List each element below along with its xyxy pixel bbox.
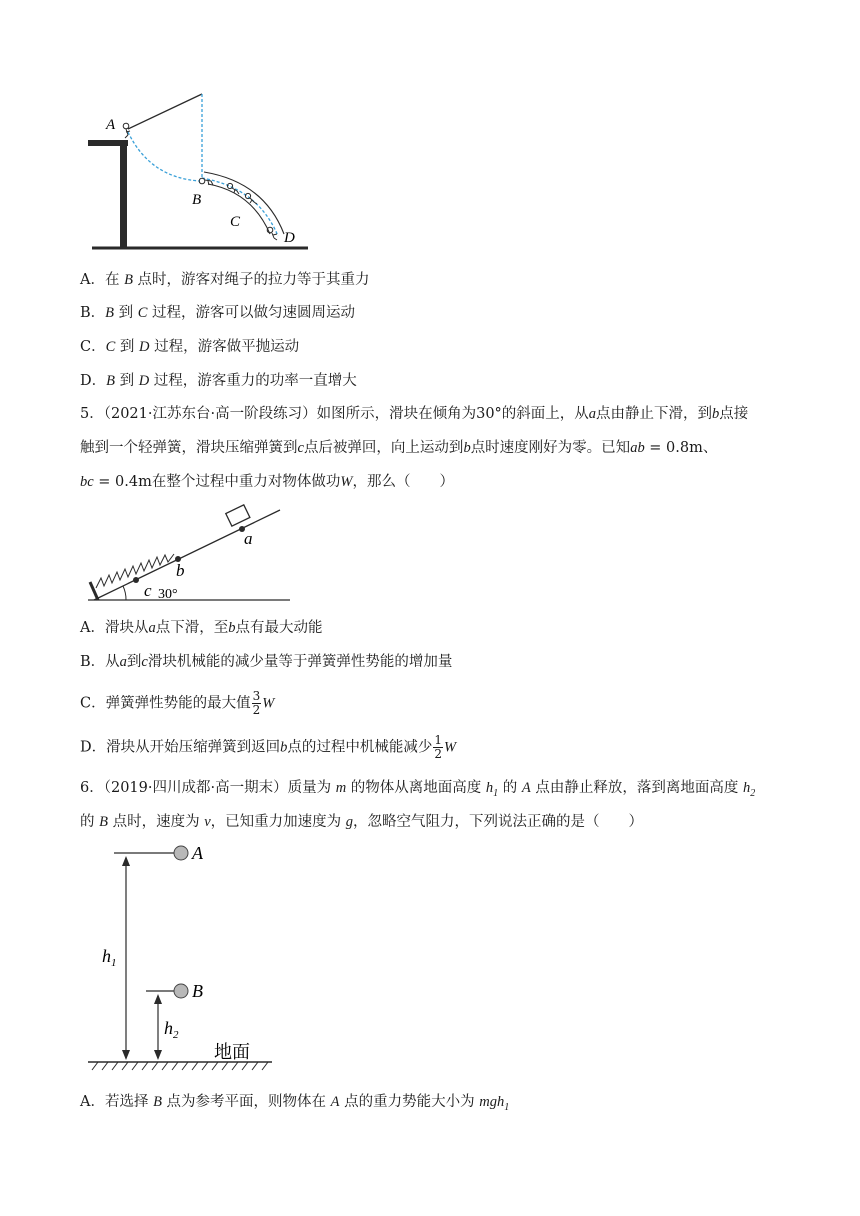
label-a: a	[244, 529, 253, 548]
label-ground: 地面	[214, 1042, 250, 1062]
q5-option-d: D．滑块从开始压缩弹簧到返回b点的过程中机械能减少 $\frac{1}{2}$ W	[80, 733, 457, 761]
h1-arrow-bottom	[122, 1050, 130, 1060]
ball-b	[174, 984, 188, 998]
q4-option-b: B．B 到 C 过程，游客可以做匀速圆周运动	[80, 305, 356, 321]
label-a: A	[192, 843, 203, 863]
q5-stem-line1: 5．（2021·江苏东台·高一阶段练习）如图所示，滑块在倾角为30°的斜面上，从a点由静止下滑，到b点接	[80, 406, 749, 422]
q6-stem-line2: 的 B 点时，速度为 v，已知重力加速度为 g，忽略空气阻力，下列说法正确的是（ ）	[80, 814, 643, 830]
incline-surface	[94, 510, 280, 600]
spring	[96, 554, 174, 588]
label-h2: $h_2$	[164, 1018, 179, 1041]
height-diagram-figure	[86, 838, 276, 1084]
ball-a	[174, 846, 188, 860]
label-c: c	[144, 581, 152, 600]
q6-stem-line1: 6．（2019·四川成都·高一期末）质量为 m 的物体从离地面高度 $h_1$ 的 A 点由静止释放，落到离地面高度 $h_2$	[80, 780, 756, 799]
h2-arrow-bottom	[154, 1050, 162, 1060]
person-icon-a	[123, 123, 130, 138]
fraction-one-half: $\frac{1}{2}$	[434, 733, 443, 761]
spring-wall	[90, 582, 98, 600]
arc-a-to-b	[128, 132, 200, 181]
q5-stem-line3: bc = 0.4m在整个过程中重力对物体做功W，那么（ ）	[80, 474, 454, 490]
swing-ride-figure	[80, 84, 320, 256]
q5-option-c: C．弹簧弹性势能的最大值 $\frac{3}{2}$ W	[80, 689, 275, 717]
h1-arrow-top	[122, 856, 130, 866]
q5-stem-line2: 触到一个轻弹簧，滑块压缩弹簧到c点后被弹回，向上运动到b点时速度刚好为零。已知ab = 0.8m、	[80, 440, 718, 456]
fraction-three-halves: $\frac{3}{2}$	[252, 689, 261, 717]
q5-option-b: B．从a到c滑块机械能的减少量等于弹簧弹性势能的增加量	[80, 654, 453, 670]
platform-pillar	[120, 140, 127, 248]
q4-option-c: C．C 到 D 过程，游客做平抛运动	[80, 339, 300, 355]
h2-arrow-top	[154, 994, 162, 1004]
angle-arc	[123, 586, 126, 600]
label-a: A	[106, 117, 116, 133]
q4-option-d: D．B 到 D 过程，游客重力的功率一直增大	[80, 373, 357, 389]
label-c: C	[230, 214, 241, 230]
label-b: B	[192, 192, 202, 208]
incline-spring-figure	[84, 504, 294, 604]
rope	[128, 94, 202, 129]
label-b: B	[192, 981, 203, 1001]
point-c	[133, 577, 139, 583]
label-d: D	[284, 230, 295, 246]
label-b: b	[176, 561, 185, 580]
label-h1: $h_1$	[102, 946, 117, 969]
person-icon-b	[199, 178, 213, 185]
slider-block	[226, 505, 250, 526]
q4-option-a: A．在 B 点时，游客对绳子的拉力等于其重力	[80, 272, 370, 288]
q6-option-a: A．若选择 B 点为参考平面，则物体在 A 点的重力势能大小为 mgh$_1$	[80, 1094, 510, 1113]
q5-option-a: A．滑块从a点下滑，至b点有最大动能	[80, 620, 323, 636]
label-angle: 30°	[158, 587, 178, 602]
ground-hatching	[92, 1062, 268, 1070]
